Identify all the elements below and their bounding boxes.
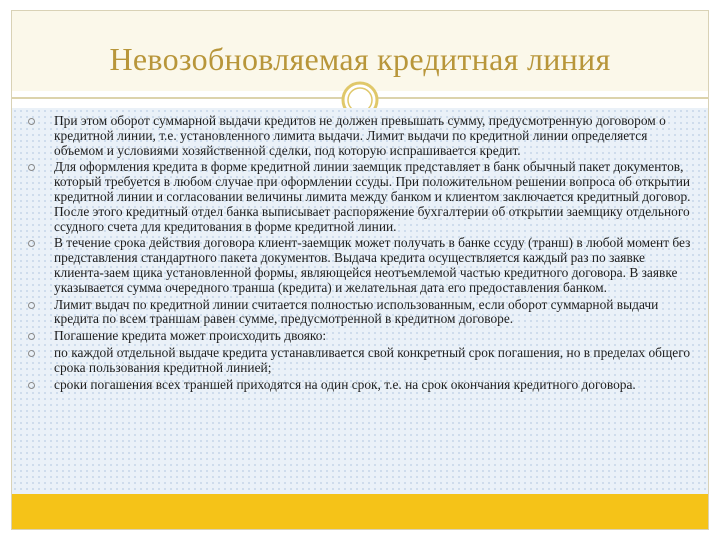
list-item-text: по каждой отдельной выдаче кредита устанавливается свой конкретный срок погашения, но в пределах общего срока пользования кредитной линией; bbox=[54, 344, 691, 375]
title-area bbox=[12, 11, 708, 91]
slide-title: Невозобновляемая кредитная линия bbox=[109, 41, 611, 77]
content-panel bbox=[12, 108, 708, 494]
list-item-text: сроки погашения всех траншей приходятся на один срок, т.е. на срок окончания кредитного договора. bbox=[54, 376, 636, 392]
list-item-text: Для оформления кредита в форме кредитной линии заемщик представляет в банк обычный пакет документов, который требуется в любом случае при оформлении ссуды. При положительном решении вопроса об открытии кредитной линии и согласовании величины лимита между банком и клиентом заключается кредитный договор. После этого кредитный отдел банка выписывает распоряжение бухгалтерии об открытии заемщику отдельного ссудного счета для кредитования в форме кредитной линии. bbox=[54, 159, 691, 234]
bullet-icon bbox=[28, 382, 35, 389]
list-item-text: Погашение кредита может происходить двояко: bbox=[54, 328, 327, 344]
bullet-icon bbox=[28, 302, 35, 309]
list-item-text: В течение срока действия договора клиент-заемщик может получать в банке ссуду (транш) в любой момент без представления стандартного пакета документов. Выдача кредита осуществляется каждый раз по заявке клиента-заем щика установленной формы, являющейся неотъемлемой частью кредитного договора. В заявке указывается сумма очередного транша (кредита) и желательная дата его предоставления банком. bbox=[54, 235, 691, 295]
list-item bbox=[26, 329, 698, 344]
bullet-list bbox=[26, 114, 698, 394]
list-item bbox=[26, 346, 698, 376]
bullet-icon bbox=[28, 333, 35, 340]
list-item bbox=[26, 378, 698, 393]
list-item bbox=[26, 236, 698, 295]
bottom-accent-bar bbox=[12, 494, 708, 529]
list-item bbox=[26, 160, 698, 234]
bullet-icon bbox=[28, 350, 35, 357]
list-item-text: Лимит выдач по кредитной линии считается полностью использованным, если оборот суммарной выдачи кредита по всем траншам равен сумме, предусмотренной в кредитном договоре. bbox=[54, 296, 659, 327]
bullet-icon bbox=[28, 164, 35, 171]
list-item bbox=[26, 114, 698, 158]
list-item bbox=[26, 298, 698, 328]
bullet-icon bbox=[28, 118, 35, 125]
list-item-text: При этом оборот суммарной выдачи кредитов не должен превышать сумму, предусмотренную договором о кредитной линии, т.е. установленного лимита выдачи. Лимит выдачи по кредитной линии определяется объемом и условиями хозяйственной сделки, под которую испрашивается кредит. bbox=[54, 113, 666, 158]
bullet-icon bbox=[28, 240, 35, 247]
